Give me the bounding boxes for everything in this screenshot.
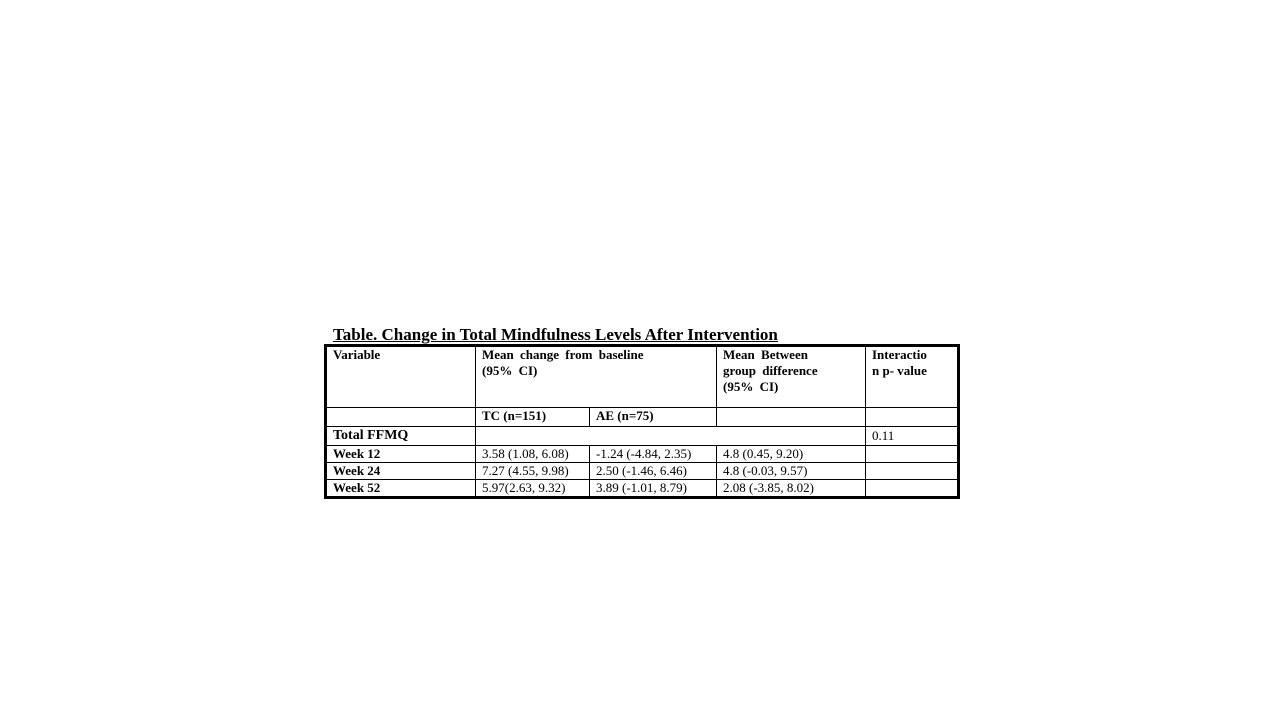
header-variable — [326, 346, 476, 408]
row-p — [866, 463, 959, 480]
total-empty — [476, 427, 866, 446]
row-diff: 4.8 (0.45, 9.20) — [717, 446, 866, 463]
row-tc: 3.58 (1.08, 6.08) — [476, 446, 590, 463]
header-mean-change — [476, 346, 717, 408]
header-interaction-line1: Interactio — [872, 347, 927, 362]
table-row — [326, 480, 959, 498]
subheader-ae: AE (n=75) — [590, 408, 717, 427]
header-between-line3: (95% CI) — [723, 379, 779, 394]
row-tc: 5.97(2.63, 9.32) — [476, 480, 590, 498]
subheader-row — [326, 408, 959, 427]
table-title: Table. Change in Total Mindfulness Levels After Intervention — [333, 325, 778, 344]
header-row — [326, 346, 959, 408]
subheader-empty — [326, 408, 476, 427]
table-row — [326, 463, 959, 480]
results-table — [324, 344, 960, 499]
table-row — [326, 446, 959, 463]
header-between-group — [717, 346, 866, 408]
subheader-tc: TC (n=151) — [476, 408, 590, 427]
header-interaction-line2: n p- value — [872, 363, 927, 378]
row-ae: -1.24 (-4.84, 2.35) — [590, 446, 717, 463]
row-diff: 4.8 (-0.03, 9.57) — [717, 463, 866, 480]
row-ae: 2.50 (-1.46, 6.46) — [590, 463, 717, 480]
row-tc: 7.27 (4.55, 9.98) — [476, 463, 590, 480]
row-ae: 3.89 (-1.01, 8.79) — [590, 480, 717, 498]
header-variable-label: Variable — [333, 347, 381, 362]
subheader-empty-2 — [717, 408, 866, 427]
header-mean-change-line2: (95% CI) — [482, 363, 538, 378]
total-p-value: 0.11 — [866, 427, 959, 446]
row-label: Week 24 — [326, 463, 476, 480]
row-label: Week 12 — [326, 446, 476, 463]
row-label: Week 52 — [326, 480, 476, 498]
total-row — [326, 427, 959, 446]
row-p — [866, 446, 959, 463]
subheader-empty-3 — [866, 408, 959, 427]
header-between-line2: group difference — [723, 363, 818, 378]
total-label: Total FFMQ — [326, 427, 476, 446]
row-p — [866, 480, 959, 498]
header-mean-change-line1: Mean change from baseline — [482, 347, 644, 362]
header-between-line1: Mean Between — [723, 347, 808, 362]
header-interaction — [866, 346, 959, 408]
row-diff: 2.08 (-3.85, 8.02) — [717, 480, 866, 498]
